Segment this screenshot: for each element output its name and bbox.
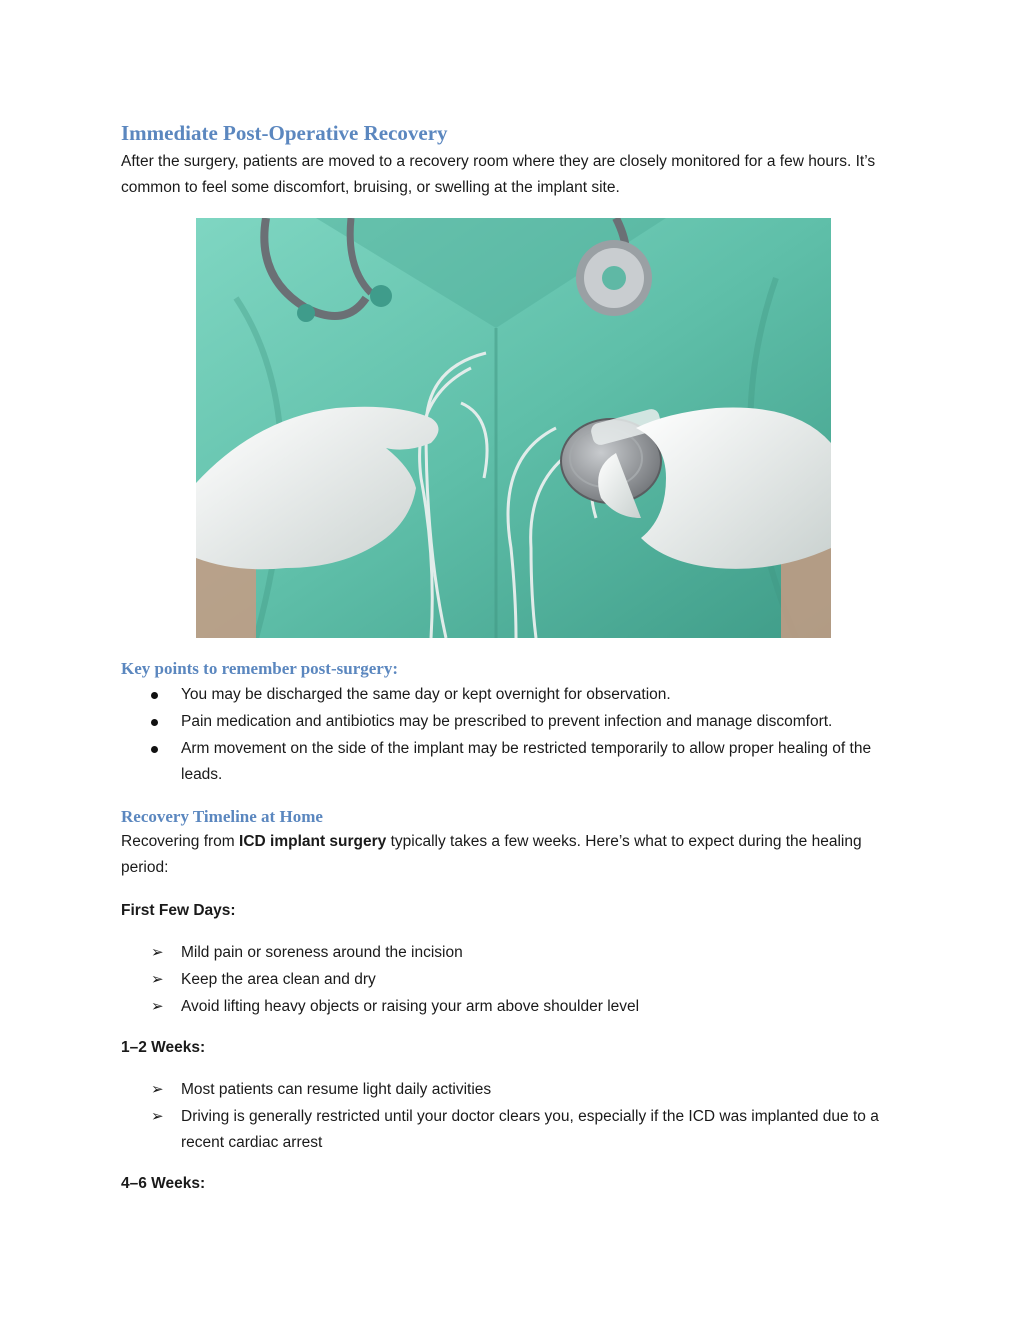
weeks-1-2-list (121, 1077, 911, 1157)
phase-label-4-6-weeks: 4–6 Weeks: (121, 1175, 206, 1192)
recovery-timeline-heading: Recovery Timeline at Home (121, 807, 323, 826)
key-points-list (121, 682, 911, 789)
bullet-icon (151, 736, 171, 762)
bullet-icon (151, 709, 171, 735)
bullet-icon (151, 682, 171, 708)
first-days-list (121, 940, 911, 1021)
list-item: You may be discharged the same day or kept overnight for observation. (121, 682, 911, 708)
list-item: Arm movement on the side of the implant may be restricted temporarily to allow proper healing of the leads. (121, 736, 911, 788)
arrow-bullet-icon: ➢ (151, 944, 164, 961)
list-item: ➢ Most patients can resume light daily activities (121, 1077, 911, 1103)
icd-surgery-emphasis: ICD implant surgery (239, 833, 387, 850)
arrow-bullet-icon: ➢ (151, 1081, 164, 1098)
timeline-intro-paragraph: Recovering from ICD implant surgery typically takes a few weeks. Here’s what to expect during the healing period: (121, 833, 862, 876)
post-op-paragraph: After the surgery, patients are moved to a recovery room where they are closely monitored for a few hours. It’s common to feel some discomfort, bruising, or swelling at the implant site. (121, 153, 876, 196)
icd-device-photo (196, 218, 831, 638)
arrow-bullet-icon: ➢ (151, 1108, 164, 1125)
arrow-bullet-icon: ➢ (151, 971, 164, 988)
list-item: ➢ Keep the area clean and dry (121, 967, 911, 993)
list-item: ➢ Mild pain or soreness around the incision (121, 940, 911, 966)
arrow-bullet-icon: ➢ (151, 998, 164, 1015)
phase-label-first-days: First Few Days: (121, 902, 236, 919)
section-heading-post-op: Immediate Post-Operative Recovery (121, 121, 448, 145)
list-item: ➢ Driving is generally restricted until your doctor clears you, especially if the ICD was implanted due to a recent cardiac arrest (121, 1104, 911, 1156)
list-item: ➢ Avoid lifting heavy objects or raising your arm above shoulder level (121, 994, 911, 1020)
key-points-heading: Key points to remember post-surgery: (121, 659, 398, 678)
list-item: Pain medication and antibiotics may be prescribed to prevent infection and manage discomfort. (121, 709, 911, 735)
phase-label-1-2-weeks: 1–2 Weeks: (121, 1039, 206, 1056)
